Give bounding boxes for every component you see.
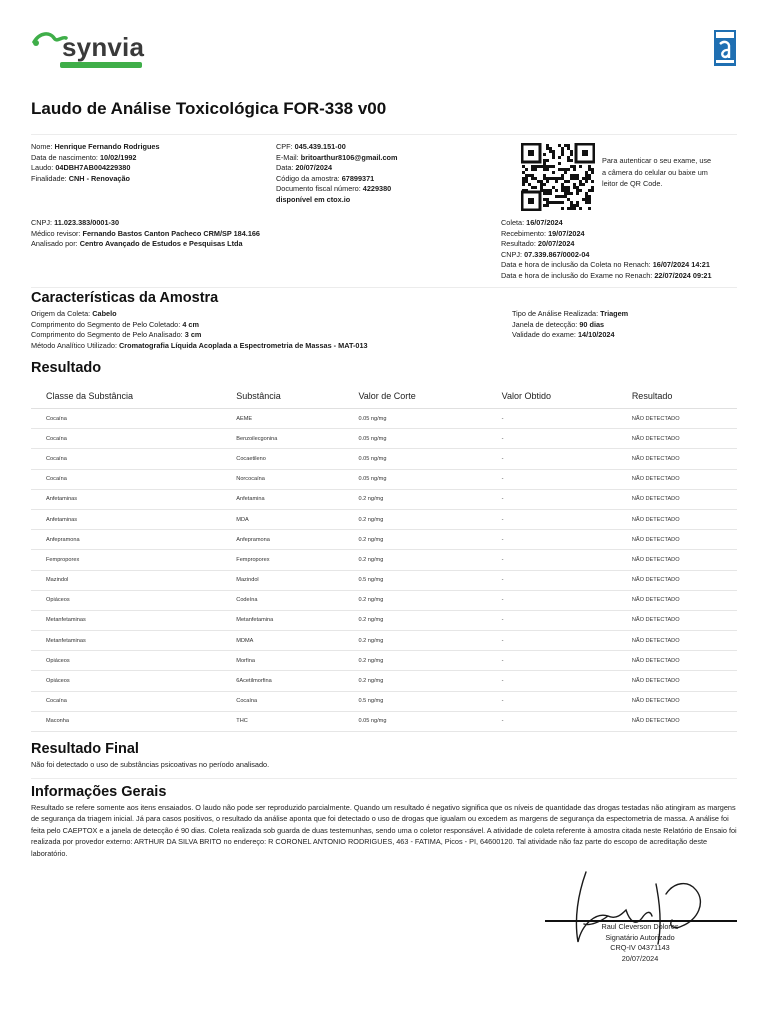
cell-substance: Benzoilecgonina — [236, 429, 358, 449]
length-analyzed-row: Comprimento do Segmento de Pelo Analisado: 3 cm — [31, 330, 202, 340]
coleta-row: Coleta: 16/07/2024 — [501, 218, 563, 227]
table-header-row — [31, 384, 737, 409]
collector-cnpj-row: CNPJ: 07.339.867/0002-04 — [501, 249, 590, 259]
cell-class: Cocaína — [31, 429, 236, 449]
final-result-text: Não foi detectado o uso de substâncias psicoativas no período analisado. — [31, 760, 270, 769]
cell-substance: AEME — [236, 409, 358, 429]
cell-result: NÃO DETECTADO — [632, 610, 737, 630]
table-row — [31, 489, 737, 509]
cell-obtained: - — [502, 429, 632, 449]
cell-class: Opiáceos — [31, 590, 236, 610]
result-heading: Resultado — [31, 360, 102, 376]
cell-result: NÃO DETECTADO — [632, 550, 737, 570]
cell-class: Maconha — [31, 711, 236, 731]
renach-coleta-row: Data e hora de inclusão da Coleta no Renach: 16/07/2024 14:21 — [501, 260, 710, 270]
divider — [31, 778, 737, 779]
cell-cutoff: 0.05 ng/mg — [358, 409, 501, 429]
table-row — [31, 530, 737, 550]
cell-substance: Norcocaína — [236, 469, 358, 489]
sample-code-row: Código da amostra: 67899371 — [276, 173, 375, 183]
cell-cutoff: 0.2 ng/mg — [358, 530, 501, 550]
results-table — [31, 384, 737, 732]
signer-name: Raul Cleverson Dolores — [601, 922, 679, 931]
table-row — [31, 610, 737, 630]
cell-cutoff: 0.05 ng/mg — [358, 469, 501, 489]
table-row — [31, 570, 737, 590]
cell-cutoff: 0.05 ng/mg — [358, 449, 501, 469]
analysis-type-row: Tipo de Análise Realizada: Triagem — [512, 309, 629, 318]
cell-cutoff: 0.2 ng/mg — [358, 651, 501, 671]
cell-cutoff: 0.2 ng/mg — [358, 631, 501, 651]
cell-cutoff: 0.5 ng/mg — [358, 570, 501, 590]
table-row — [31, 509, 737, 529]
table-row — [31, 550, 737, 570]
accreditation-seal-icon — [714, 30, 736, 66]
patient-name-row: Nome: Henrique Fernando Rodrigues — [31, 142, 160, 151]
cell-result: NÃO DETECTADO — [632, 469, 737, 489]
col-header-substance: Substância — [236, 384, 358, 409]
cell-cutoff: 0.2 ng/mg — [358, 509, 501, 529]
cell-obtained: - — [502, 550, 632, 570]
method-row: Método Analítico Utilizado: Cromatografia Líquida Acoplada a Espectrometria de Massas - MAT-013 — [31, 340, 368, 350]
cell-result: NÃO DETECTADO — [632, 711, 737, 731]
table-row — [31, 631, 737, 651]
col-header-result: Resultado — [632, 384, 737, 409]
col-header-obtained: Valor Obtido — [502, 384, 632, 409]
cell-class: Anfepramona — [31, 530, 236, 550]
recebimento-row: Recebimento: 19/07/2024 — [501, 228, 585, 238]
cell-result: NÃO DETECTADO — [632, 651, 737, 671]
resultado-date-row: Resultado: 20/07/2024 — [501, 239, 575, 249]
general-info-heading: Informações Gerais — [31, 784, 167, 800]
table-row — [31, 651, 737, 671]
cell-obtained: - — [502, 631, 632, 651]
cell-cutoff: 0.2 ng/mg — [358, 610, 501, 630]
qr-code-icon[interactable] — [521, 143, 595, 211]
cell-cutoff: 0.2 ng/mg — [358, 590, 501, 610]
cell-obtained: - — [502, 509, 632, 529]
fiscal-doc-row: Documento fiscal número: 4229380 — [276, 184, 392, 194]
cell-result: NÃO DETECTADO — [632, 449, 737, 469]
cell-substance: MDA — [236, 509, 358, 529]
table-row — [31, 469, 737, 489]
cell-result: NÃO DETECTADO — [632, 570, 737, 590]
cpf-row: CPF: 045.439.151-00 — [276, 142, 346, 151]
table-row — [31, 671, 737, 691]
cell-obtained: - — [502, 570, 632, 590]
origin-row: Origem da Coleta: Cabelo — [31, 309, 117, 318]
cell-class: Anfetaminas — [31, 509, 236, 529]
exam-info — [276, 142, 397, 206]
cell-substance: THC — [236, 711, 358, 731]
renach-exame-row: Data e hora de inclusão do Exame no Renach: 22/07/2024 09:21 — [501, 270, 712, 280]
cell-class: Opiáceos — [31, 671, 236, 691]
cell-obtained: - — [502, 530, 632, 550]
table-row — [31, 449, 737, 469]
cell-class: Mazindol — [31, 570, 236, 590]
validity-row: Validade do exame: 14/10/2024 — [512, 330, 615, 340]
cell-obtained: - — [502, 711, 632, 731]
laudo-row: Laudo: 04DBH7AB004229380 — [31, 163, 131, 173]
signer-crq: CRQ-IV 04371143 — [610, 943, 670, 952]
cell-obtained: - — [502, 691, 632, 711]
cell-obtained: - — [502, 610, 632, 630]
cell-obtained: - — [502, 671, 632, 691]
cell-cutoff: 0.2 ng/mg — [358, 550, 501, 570]
cell-substance: Mazindol — [236, 570, 358, 590]
final-result-heading: Resultado Final — [31, 741, 139, 757]
cell-class: Cocaína — [31, 691, 236, 711]
finalidade-row: Finalidade: CNH - Renovação — [31, 173, 130, 183]
signer-role: Signatário Autorizado — [605, 932, 675, 942]
qr-instructions: Para autenticar o seu exame, use a câmera do celular ou baixe um leitor de QR Code. — [602, 156, 712, 188]
cell-result: NÃO DETECTADO — [632, 631, 737, 651]
cell-obtained: - — [502, 651, 632, 671]
cell-result: NÃO DETECTADO — [632, 429, 737, 449]
detection-window-row: Janela de detecção: 90 dias — [512, 319, 605, 329]
email-row: E-Mail: britoarthur8106@gmail.com — [276, 152, 398, 162]
cell-class: Metanfetaminas — [31, 610, 236, 630]
cell-cutoff: 0.2 ng/mg — [358, 671, 501, 691]
cell-substance: Anfetamina — [236, 489, 358, 509]
cell-substance: 6Acetilmorfina — [236, 671, 358, 691]
cell-result: NÃO DETECTADO — [632, 489, 737, 509]
cell-class: Cocaína — [31, 449, 236, 469]
logo-tagline — [60, 71, 78, 76]
cell-class: Cocaína — [31, 409, 236, 429]
table-row — [31, 409, 737, 429]
cell-class: Femproporex — [31, 550, 236, 570]
cell-obtained: - — [502, 590, 632, 610]
cell-result: NÃO DETECTADO — [632, 509, 737, 529]
cell-obtained: - — [502, 489, 632, 509]
cell-obtained: - — [502, 409, 632, 429]
lab-cnpj-row: CNPJ: 11.023.383/0001-30 — [31, 218, 120, 227]
cell-result: NÃO DETECTADO — [632, 409, 737, 429]
divider — [31, 134, 737, 135]
dates-info — [501, 218, 712, 282]
cell-class: Anfetaminas — [31, 489, 236, 509]
page-title: Laudo de Análise Toxicológica FOR-338 v00 — [31, 99, 387, 118]
analysis-info — [512, 309, 628, 341]
cell-obtained: - — [502, 469, 632, 489]
date-row: Data: 20/07/2024 — [276, 163, 333, 173]
cell-substance: Anfepramona — [236, 530, 358, 550]
logo-tagline-bar — [60, 62, 142, 68]
results-body — [31, 409, 737, 732]
cell-cutoff: 0.05 ng/mg — [358, 429, 501, 449]
signature-date: 20/07/2024 — [621, 953, 659, 963]
cell-class: Metanfetaminas — [31, 631, 236, 651]
sample-info — [31, 309, 368, 351]
cell-result: NÃO DETECTADO — [632, 671, 737, 691]
reviewer-row: Médico revisor: Fernando Bastos Canton Pacheco CRM/SP 184.166 — [31, 228, 260, 238]
sample-heading: Características da Amostra — [31, 290, 219, 306]
length-collected-row: Comprimento do Segmento de Pelo Coletado: 4 cm — [31, 319, 199, 329]
cell-class: Opiáceos — [31, 651, 236, 671]
table-row — [31, 691, 737, 711]
cell-cutoff: 0.2 ng/mg — [358, 489, 501, 509]
cell-substance: Cocaína — [236, 691, 358, 711]
lab-info — [31, 218, 260, 250]
cell-substance: Codeína — [236, 590, 358, 610]
cell-substance: Morfina — [236, 651, 358, 671]
cell-class: Cocaína — [31, 469, 236, 489]
table-row — [31, 711, 737, 731]
logo-wordmark: synvia — [62, 32, 145, 62]
general-info-text: Resultado se refere somente aos itens ensaiados. O laudo não pode ser reproduzido parcialmente. Quando um resultado é negativo significa que os níveis de quantidade das drogas testadas não atingiram as margens de segurança da triagem inicial. Já para casos positivos, o resultado da análise aponta que foi detectado o uso de drogas que igualam ou excedem as margens de segurança da espectometria de massa. A análise foi feita pelo CAEPTOX e a janela de detecção é 90 dias. Coleta realizada sob guarda de duas testemunhas, sendo uma o coletor responsável. A atividade de coleta referente à amostra citada neste Relatório de Ensaio foi realizada por provedor externo: ARTHUR DA SILVA BRITO no endereço: R CORONEL ANTONIO RODRIGUES, 463 - FATIMA, Picos - PI, 64600120. Tal atividade não faz parte do escopo de acreditação deste laboratório. — [31, 803, 737, 858]
divider — [31, 287, 737, 288]
col-header-class: Classe da Substância — [31, 384, 236, 409]
patient-info — [31, 142, 160, 184]
cell-result: NÃO DETECTADO — [632, 530, 737, 550]
cell-substance: Metanfetamina — [236, 610, 358, 630]
cell-result: NÃO DETECTADO — [632, 691, 737, 711]
cell-obtained: - — [502, 449, 632, 469]
availability-link[interactable]: disponível em ctox.io — [276, 194, 351, 204]
cell-result: NÃO DETECTADO — [632, 590, 737, 610]
cell-substance: Cocaetileno — [236, 449, 358, 469]
cell-cutoff: 0.5 ng/mg — [358, 691, 501, 711]
table-row — [31, 429, 737, 449]
cell-substance: MDMA — [236, 631, 358, 651]
signature-block — [560, 922, 720, 964]
table-row — [31, 590, 737, 610]
cell-cutoff: 0.05 ng/mg — [358, 711, 501, 731]
analyzed-by-row: Analisado por: Centro Avançado de Estudos e Pesquisas Ltda — [31, 239, 243, 249]
patient-birth-row: Data de nascimento: 10/02/1992 — [31, 152, 137, 162]
cell-substance: Femproporex — [236, 550, 358, 570]
col-header-cutoff: Valor de Corte — [358, 384, 501, 409]
